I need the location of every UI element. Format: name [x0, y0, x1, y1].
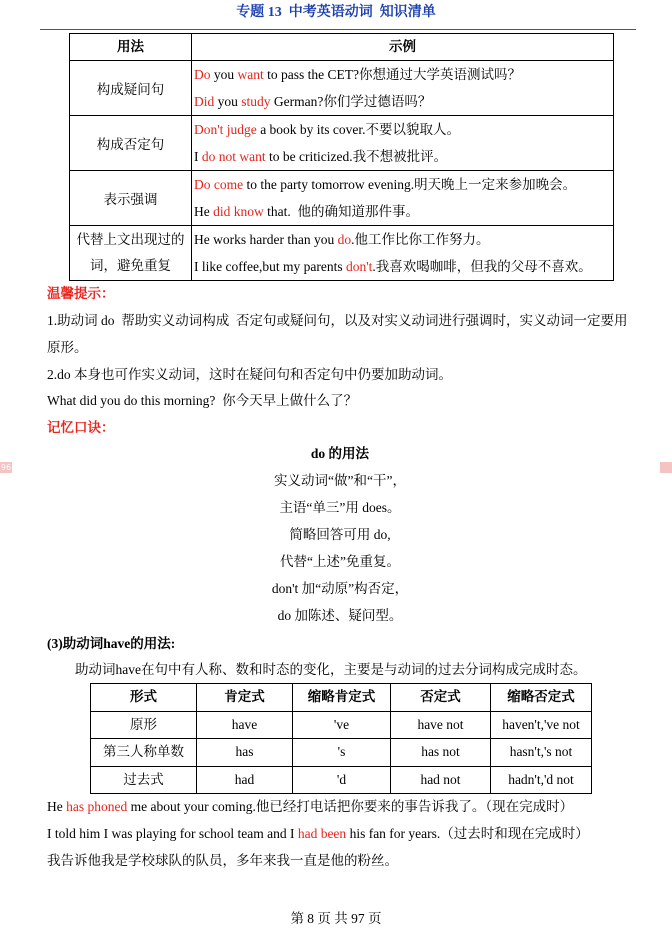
- have-example-1: [47, 793, 573, 820]
- poem-line: don't 加“动原”构否定，: [271, 581, 409, 596]
- poem-title: do 的用法: [310, 446, 370, 461]
- have-section-description: 助动词have在句中有人称、数和时态的变化，主要是与动词的过去分词构成完成时态。: [75, 662, 587, 677]
- table-row: [91, 766, 592, 794]
- highlight-word: Do come: [194, 177, 244, 192]
- highlight-word: has phoned: [66, 799, 128, 814]
- sentence-text: you: [214, 94, 242, 109]
- usage-cell: [70, 226, 192, 281]
- usage-cell: 构成否定句: [70, 116, 192, 171]
- page-footer: 第 8 页 共 97 页: [290, 911, 382, 926]
- tip-item-1: 1.助动词 do 帮助实义动词构成 否定句或疑问句，以及对实义动词进行强调时，实义动词一定要用: [47, 313, 628, 328]
- do-usage-table: [69, 33, 614, 281]
- header-negative: 否定式: [391, 684, 491, 712]
- highlight-word: want: [237, 67, 264, 82]
- sentence-text: that. 他的确知道那件事。: [263, 204, 419, 219]
- example-sentence: [194, 171, 613, 198]
- have-section-title: (3)助动词have的用法:: [47, 636, 176, 651]
- highlight-word: do: [337, 232, 352, 247]
- tip-item-1-continued: 原形。: [47, 340, 88, 355]
- table-cell: had: [197, 766, 293, 794]
- table-cell: hasn't,'s not: [491, 739, 592, 767]
- example-cell: [192, 226, 614, 281]
- sentence-text: .我喜欢喝咖啡，但我的父母不喜欢。: [372, 259, 592, 274]
- sentence-text: He works harder than you: [194, 232, 338, 247]
- table-cell: haven't,'ve not: [491, 711, 592, 739]
- table-row: [70, 116, 614, 171]
- highlight-word: Do: [194, 67, 211, 82]
- highlight-word: Did: [194, 94, 215, 109]
- have-forms-table: [90, 683, 592, 794]
- sentence-text: .他工作比你工作努力。: [351, 232, 490, 247]
- have-example-translation: 我告诉他我是学校球队的队员，多年来我一直是他的粉丝。: [47, 853, 398, 868]
- highlight-word: had been: [297, 826, 347, 841]
- usage-line: 代替上文出现过的: [76, 232, 185, 247]
- table-cell: 过去式: [91, 766, 197, 794]
- table-row: [70, 226, 614, 281]
- example-sentence: [194, 198, 613, 225]
- poem-line: 实义动词“做”和“干”，: [274, 473, 406, 488]
- highlight-word: did know: [213, 204, 264, 219]
- sentence-text: me about your coming.他已经打电话把你要来的事告诉我了。（现在完成时）: [127, 799, 574, 814]
- example-sentence: [194, 116, 613, 143]
- poem-line: 简略回答可用 do,: [289, 527, 391, 542]
- example-cell: [192, 171, 614, 226]
- tips-title: 温馨提示：: [47, 286, 115, 301]
- highlight-word: Don't judge: [194, 122, 257, 137]
- table-row: [70, 171, 614, 226]
- usage-cell: 构成疑问句: [70, 61, 192, 116]
- header-usage: 用法: [70, 34, 192, 61]
- header-example: 示例: [192, 34, 614, 61]
- margin-page-tag: 96: [0, 463, 12, 472]
- example-cell: [192, 116, 614, 171]
- header-affirmative: 肯定式: [197, 684, 293, 712]
- sentence-text: I told him I was playing for school team and I: [47, 826, 298, 841]
- margin-marker: [660, 462, 672, 473]
- table-cell: have not: [391, 711, 491, 739]
- header-affirmative-short: 缩略肯定式: [293, 684, 391, 712]
- example-sentence: [194, 143, 613, 170]
- tip-example: What did you do this morning? 你今天早上做什么了？: [47, 393, 358, 408]
- usage-line: 词，避免重复: [90, 258, 171, 273]
- example-cell: [192, 61, 614, 116]
- table-cell: 'd: [293, 766, 391, 794]
- example-sentence: [194, 61, 613, 88]
- sentence-text: I: [194, 149, 202, 164]
- sentence-text: to be criticized.我不想被批评。: [265, 149, 448, 164]
- title-divider: [40, 29, 636, 30]
- table-header-row: [70, 34, 614, 61]
- highlight-word: do not want: [201, 149, 266, 164]
- table-cell: 've: [293, 711, 391, 739]
- table-cell: has: [197, 739, 293, 767]
- poem-line: 主语“单三”用 does。: [279, 500, 401, 515]
- example-sentence: [194, 253, 613, 280]
- sentence-text: to the party tomorrow evening.明天晚上一定来参加晚会。: [243, 177, 577, 192]
- table-row: [91, 711, 592, 739]
- have-example-2: [47, 820, 589, 847]
- tip-item-2: 2.do 本身也可作实义动词，这时在疑问句和否定句中仍要加助动词。: [47, 367, 452, 382]
- table-cell: 第三人称单数: [91, 739, 197, 767]
- header-form: 形式: [91, 684, 197, 712]
- example-sentence: [194, 88, 613, 115]
- document-title: 专题 13 中考英语动词 知识清单: [236, 5, 436, 20]
- usage-cell: 表示强调: [70, 171, 192, 226]
- table-cell: hadn't,'d not: [491, 766, 592, 794]
- sentence-text: I like coffee,but my parents: [194, 259, 346, 274]
- table-cell: has not: [391, 739, 491, 767]
- table-cell: 原形: [91, 711, 197, 739]
- sentence-text: you: [210, 67, 238, 82]
- sentence-text: He: [194, 204, 214, 219]
- poem-line: 代替“上述”免重复。: [280, 554, 400, 569]
- highlight-word: don't: [345, 259, 373, 274]
- header-negative-short: 缩略否定式: [491, 684, 592, 712]
- table-row: [91, 739, 592, 767]
- table-row: [70, 61, 614, 116]
- table-cell: have: [197, 711, 293, 739]
- sentence-text: his fan for years.（过去时和现在完成时）: [346, 826, 589, 841]
- mnemonic-title: 记忆口诀：: [47, 420, 115, 435]
- sentence-text: He: [47, 799, 67, 814]
- poem-line: do 加陈述、疑问型。: [277, 608, 403, 623]
- table-cell: 's: [293, 739, 391, 767]
- example-sentence: [194, 226, 613, 253]
- highlight-word: study: [241, 94, 271, 109]
- sentence-text: German?你们学过德语吗？: [270, 94, 432, 109]
- table-cell: had not: [391, 766, 491, 794]
- table-header-row: [91, 684, 592, 712]
- sentence-text: to pass the CET?你想通过大学英语测试吗？: [263, 67, 521, 82]
- sentence-text: a book by its cover.不要以貌取人。: [256, 122, 461, 137]
